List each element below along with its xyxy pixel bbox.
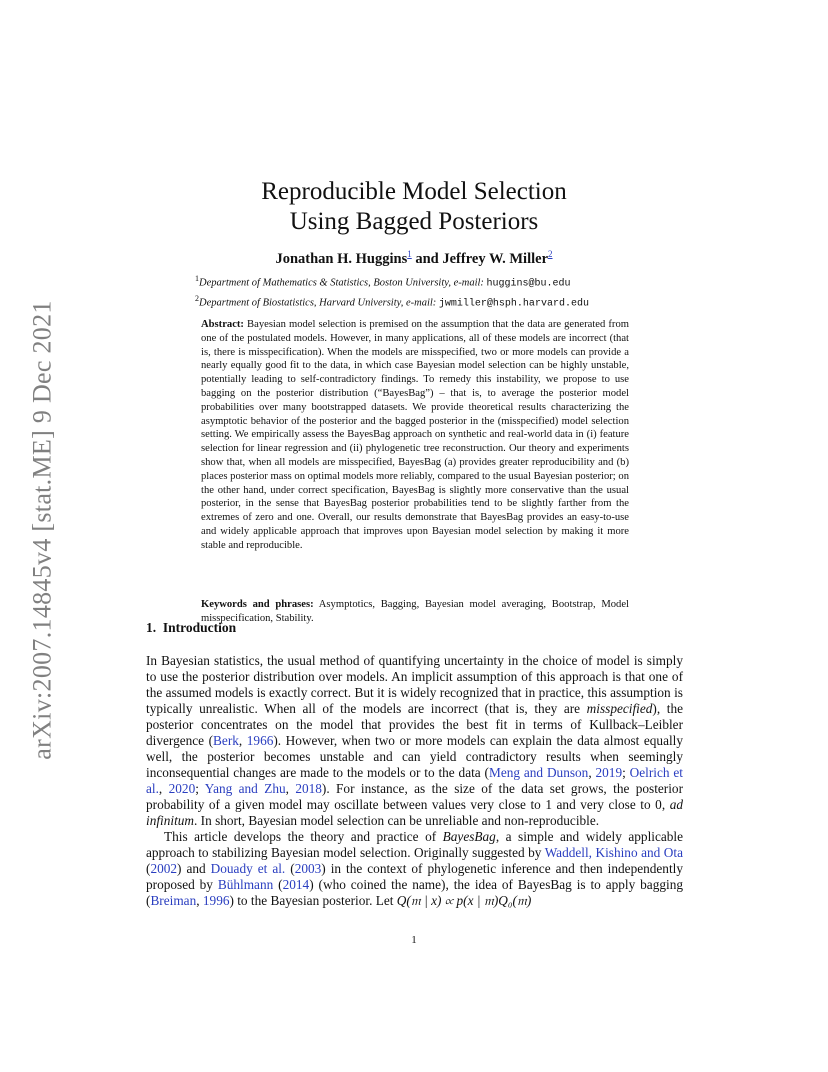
- abstract: [201, 318, 629, 553]
- text-run: (: [285, 861, 295, 876]
- text-run: ), the posterior concentrates on the model that provides the best fit in terms of Kullback–Leibler divergence (: [146, 701, 683, 748]
- emphasis: misspecified: [586, 701, 653, 716]
- text-run: ) to the Bayesian posterior. Let: [229, 893, 397, 908]
- text-run: ,: [588, 765, 596, 780]
- citation-link[interactable]: Oelrich et al.: [146, 765, 683, 796]
- citation-link[interactable]: Bühlmann: [217, 877, 274, 892]
- arxiv-identifier-stamp: [20, 290, 65, 770]
- text-run: , a simple and widely applicable approach to stabilizing Bayesian model selection. Originally suggested by: [146, 829, 684, 860]
- abstract-label: Abstract:: [201, 319, 244, 330]
- introduction-body: [146, 653, 683, 909]
- arxiv-stamp-text: arXiv:2007.14845v4 [stat.ME] 9 Dec 2021: [27, 300, 57, 760]
- emphasis: BayesBag: [442, 829, 496, 844]
- footnote-link-1[interactable]: 1: [407, 249, 412, 259]
- affiliation-email[interactable]: jwmiller@hsph.harvard.edu: [438, 298, 589, 310]
- math-expression: Q(𝔪 | x) ∝ p(x | 𝔪)Q₀(𝔪): [396, 893, 532, 908]
- author-miller: Jeffrey W. Miller: [442, 250, 549, 267]
- citation-link[interactable]: Yang and Zhu: [204, 781, 286, 796]
- citation-link[interactable]: Berk: [213, 733, 239, 748]
- text-run: ) (who coined the name), the idea of BayesBag is to apply bagging (: [146, 877, 683, 908]
- page-number: 1: [411, 934, 417, 946]
- citation-link[interactable]: Douady et al.: [210, 861, 286, 876]
- keywords-text: Asymptotics, Bagging, Bayesian model averaging, Bootstrap, Model misspecification, Stability.: [201, 599, 629, 624]
- paragraph-1: [146, 653, 683, 829]
- citation-link[interactable]: 1966: [246, 733, 274, 748]
- text-run: ,: [285, 781, 296, 796]
- title-line-1: Reproducible Model Selection: [261, 178, 567, 205]
- text-run: In Bayesian statistics, the usual method of quantifying uncertainty in the choice of model is simply to use the posterior distribution over models. An implicit assumption of this approach is that one of the assumed models is exactly correct. But it is widely recognized that in practice, this assumption is typically unrealistic. When all of the models are incorrect (that is, they are: [146, 653, 683, 716]
- paper-title: [0, 177, 828, 237]
- text-run: (: [146, 861, 151, 876]
- citation-link[interactable]: 2002: [150, 861, 178, 876]
- emphasis: ad infinitum: [146, 797, 683, 828]
- affiliation-text: Department of Mathematics & Statistics, Boston University, e-mail:: [199, 277, 487, 289]
- text-run: (: [273, 877, 283, 892]
- citation-link[interactable]: 2003: [294, 861, 322, 876]
- citation-link[interactable]: Waddell, Kishino and Ota: [544, 845, 683, 860]
- affiliation-email[interactable]: huggins@bu.edu: [486, 278, 571, 290]
- citation-link[interactable]: 2018: [295, 781, 322, 796]
- author-huggins: Jonathan H. Huggins: [275, 250, 408, 267]
- citation-link[interactable]: 1996: [202, 893, 230, 908]
- author-conjunction: and: [411, 250, 443, 267]
- paragraph-2: [146, 829, 683, 909]
- section-number: 1.: [146, 620, 157, 635]
- section-heading-introduction: [146, 620, 236, 636]
- text-run: ). For instance, as the size of the data set grows, the posterior probability of a given model may oscillate between values very close to 1 and very close to 0,: [146, 781, 684, 812]
- text-run: ,: [158, 781, 169, 796]
- text-run: ;: [622, 765, 630, 780]
- text-run: ) and: [177, 861, 211, 876]
- citation-link[interactable]: Breiman: [150, 893, 197, 908]
- text-run: . In short, Bayesian model selection can be unreliable and non-reproducible.: [194, 813, 600, 828]
- text-run: ,: [196, 893, 203, 908]
- section-title: Introduction: [162, 620, 237, 635]
- keywords-label: Keywords and phrases:: [201, 599, 314, 610]
- text-run: This article develops the theory and practice of: [164, 829, 443, 844]
- citation-link[interactable]: 2019: [595, 765, 623, 780]
- keywords: [201, 598, 629, 626]
- affiliation-text: Department of Biostatistics, Harvard University, e-mail:: [199, 297, 439, 309]
- title-line-2: Using Bagged Posteriors: [289, 208, 539, 235]
- affiliation-number: 2: [195, 294, 199, 303]
- text-run: ;: [195, 781, 205, 796]
- citation-link[interactable]: Meng and Dunson: [489, 765, 589, 780]
- citation-link[interactable]: 2020: [168, 781, 196, 796]
- text-run: ) in the context of phylogenetic inference and then independently proposed by: [146, 861, 683, 892]
- text-run: ). However, when two or more models can explain the data almost equally well, the posterior becomes unstable and can yield contradictory results when seemingly inconsequential changes are made to the models or to the data (: [146, 733, 684, 780]
- affiliation-2: [195, 294, 655, 310]
- text-run: ,: [238, 733, 247, 748]
- author-list: [0, 249, 828, 268]
- abstract-text: Bayesian model selection is premised on the assumption that the data are generated from one of the postulated models. However, in many applications, all of these models are incorrect (that is, there is misspecification). When the models are misspecified, two or more models can provide a nearly equally good fit to the data, in which case Bayesian model selection can be highly unstable, potentially leading to self-contradictory findings. To remedy this instability, we propose to use bagging on the posterior distribution (“BayesBag”) – that is, to average the posterior model probabilities over many bootstrapped datasets. We provide theoretical results characterizing the asymptotic behavior of the posterior and the bagged posterior in the (misspecified) model selection setting. We empirically assess the BayesBag approach on synthetic and real-world data in (i) feature selection for linear regression and (ii) phylogenetic tree reconstruction. Our theory and experiments show that, when all models are misspecified, BayesBag (a) provides greater reproducibility and (b) places posterior mass on optimal models more reliably, compared to the usual Bayesian posterior; on the other hand, under correct specification, BayesBag is slightly more conservative than the usual posterior, in the sense that BayesBag posterior probabilities tend to be slightly farther from the extremes of zero and one. Overall, our results demonstrate that BayesBag provides an easy-to-use and widely applicable approach that improves upon Bayesian model selection by making it more stable and reproducible.: [201, 319, 629, 551]
- footnote-link-2[interactable]: 2: [548, 249, 553, 259]
- affiliation-number: 1: [195, 274, 199, 283]
- affiliation-1: [195, 274, 655, 290]
- citation-link[interactable]: 2014: [282, 877, 310, 892]
